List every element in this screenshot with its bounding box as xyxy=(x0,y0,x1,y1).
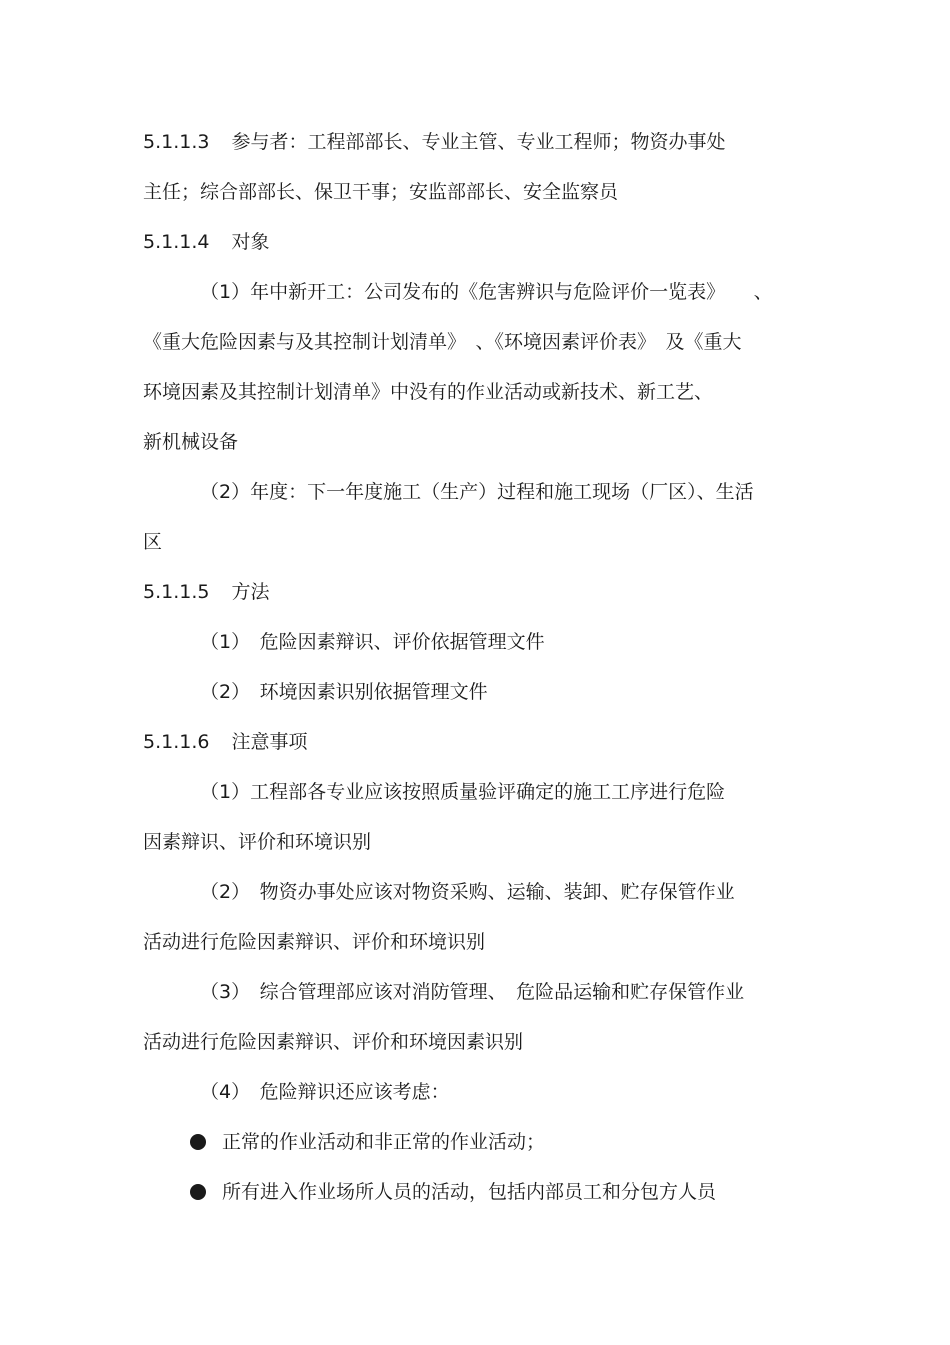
section-5-1-1-5-heading xyxy=(143,580,270,604)
section-title: 注意事项 xyxy=(231,731,308,753)
section-5-1-1-3-line-2: 主任；综合部部长、保卫干事；安监部部长、安全监察员 xyxy=(143,181,619,203)
participants-text: 参与者：工程部部长、专业主管、专业工程师；物资办事处 xyxy=(231,131,726,153)
notes-item-3-line-1: （3） 综合管理部应该对消防管理、 危险品运输和贮存保管作业 xyxy=(200,981,745,1003)
section-5-1-1-4-heading xyxy=(143,230,270,254)
notes-item-1-line-1: （1）工程部各专业应该按照质量验评确定的施工工序进行危险 xyxy=(200,781,726,803)
object-item-1-line-4: 新机械设备 xyxy=(143,431,239,453)
method-item-1: （1） 危险因素辩识、评价依据管理文件 xyxy=(200,631,545,653)
section-number: 5.1.1.3 xyxy=(143,131,210,153)
notes-item-2-line-1: （2） 物资办事处应该对物资采购、运输、装卸、贮存保管作业 xyxy=(200,881,735,903)
object-item-1-line-1: （1）年中新开工：公司发布的《危害辨识与危险评价一览表》 、 xyxy=(200,281,773,303)
bullet-item-2: 所有进入作业场所人员的活动，包括内部员工和分包方人员 xyxy=(222,1181,717,1203)
object-item-1-line-2: 《重大危险因素与及其控制计划清单》 、《环境因素评价表》 及《重大 xyxy=(143,331,742,353)
section-title: 对象 xyxy=(231,231,270,253)
object-item-2-line-2: 区 xyxy=(143,531,163,553)
bullet-dot-icon xyxy=(190,1184,206,1200)
notes-item-2-line-2: 活动进行危险因素辩识、评价和环境识别 xyxy=(143,931,486,953)
section-number: 5.1.1.5 xyxy=(143,581,210,603)
section-number: 5.1.1.4 xyxy=(143,231,210,253)
section-title: 方法 xyxy=(231,581,270,603)
notes-item-1-line-2: 因素辩识、评价和环境识别 xyxy=(143,831,372,853)
bullet-item-1: 正常的作业活动和非正常的作业活动； xyxy=(222,1131,546,1153)
bullet-dot-icon xyxy=(190,1134,206,1150)
object-item-1-line-3: 环境因素及其控制计划清单》中没有的作业活动或新技术、新工艺、 xyxy=(143,381,714,403)
notes-item-4: （4） 危险辩识还应该考虑： xyxy=(200,1081,450,1103)
notes-item-3-line-2: 活动进行危险因素辩识、评价和环境因素识别 xyxy=(143,1031,524,1053)
section-number: 5.1.1.6 xyxy=(143,731,210,753)
section-5-1-1-3-line-1 xyxy=(143,130,726,154)
object-item-2-line-1: （2）年度：下一年度施工（生产）过程和施工现场（厂区）、生活 xyxy=(200,481,754,503)
method-item-2: （2） 环境因素识别依据管理文件 xyxy=(200,681,488,703)
section-5-1-1-6-heading xyxy=(143,730,308,754)
